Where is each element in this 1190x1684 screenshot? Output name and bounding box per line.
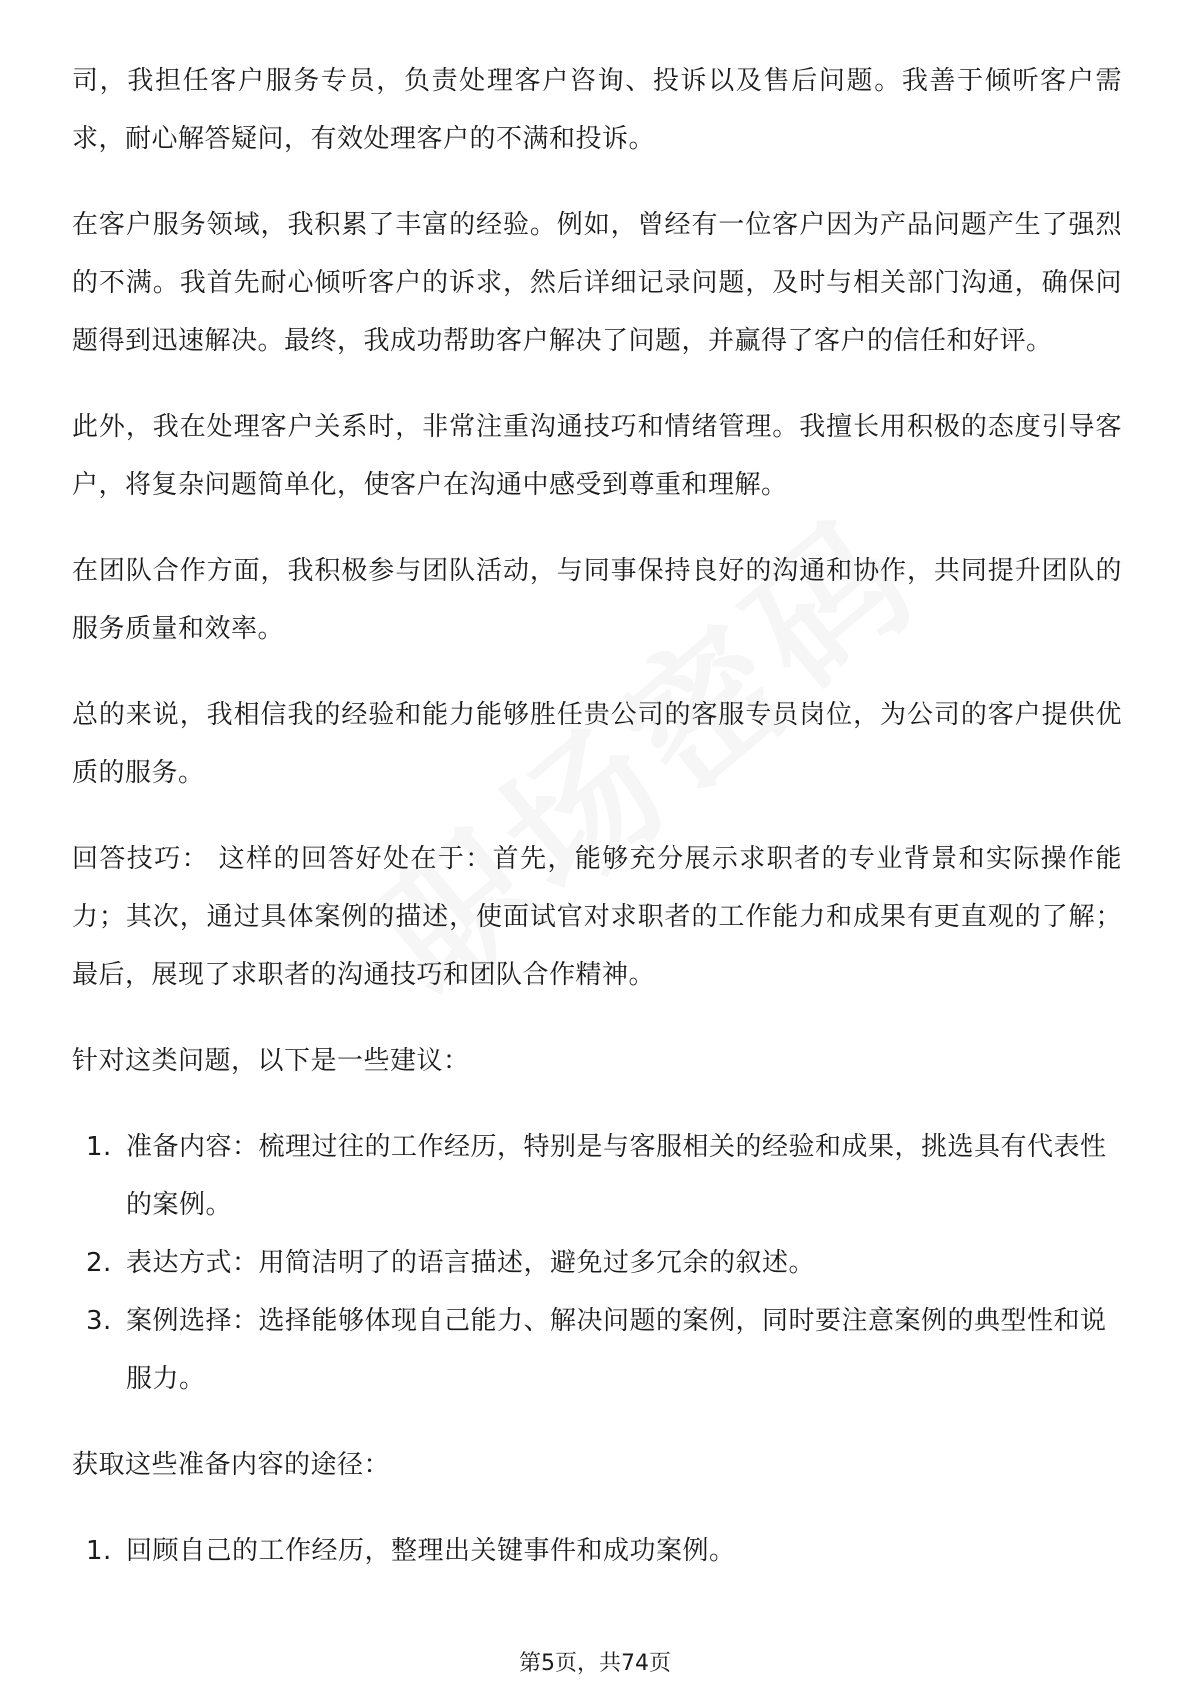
list-item-text: 案例选择：选择能够体现自己能力、解决问题的案例，同时要注意案例的典型性和说服力。 <box>126 1306 1107 1394</box>
list-number: 1. <box>86 1132 112 1162</box>
document-body <box>72 52 1122 1608</box>
paragraph-teamwork: 在团队合作方面，我积极参与团队活动，与同事保持良好的沟通和协作，共同提升团队的服务质量和效率。 <box>72 556 1122 644</box>
paragraph-intro: 司，我担任客户服务专员，负责处理客户咨询、投诉以及售后问题。我善于倾听客户需求，耐心解答疑问，有效处理客户的不满和投诉。 <box>72 66 1122 154</box>
list-item <box>72 1292 1122 1408</box>
paragraph-answer-tips: 回答技巧： 这样的回答好处在于：首先，能够充分展示求职者的专业背景和实际操作能力；其次，通过具体案例的描述，使面试官对求职者的工作能力和成果有更直观的了解；最后，展现了求职者的沟通技巧和团队合作精神。 <box>72 844 1122 990</box>
sources-heading: 获取这些准备内容的途径： <box>72 1450 391 1480</box>
paragraph-experience: 在客户服务领域，我积累了丰富的经验。例如，曾经有一位客户因为产品问题产生了强烈的不满。我首先耐心倾听客户的诉求，然后详细记录问题，及时与相关部门沟通，确保问题得到迅速解决。最终，我成功帮助客户解决了问题，并赢得了客户的信任和好评。 <box>72 210 1122 356</box>
paragraph-communication: 此外，我在处理客户关系时，非常注重沟通技巧和情绪管理。我擅长用积极的态度引导客户，将复杂问题简单化，使客户在沟通中感受到尊重和理解。 <box>72 412 1122 500</box>
list-number: 2. <box>86 1248 112 1278</box>
page-number-footer: 第5页，共74页 <box>519 1651 671 1676</box>
list-number: 1. <box>86 1536 112 1566</box>
sources-list <box>72 1522 1122 1580</box>
list-number: 3. <box>86 1306 112 1336</box>
list-item <box>72 1234 1122 1292</box>
list-item-text: 表达方式：用简洁明了的语言描述，避免过多冗余的叙述。 <box>126 1248 816 1278</box>
suggestions-list <box>72 1118 1122 1408</box>
paragraph-summary: 总的来说，我相信我的经验和能力能够胜任贵公司的客服专员岗位，为公司的客户提供优质的服务。 <box>72 700 1122 788</box>
paragraph-suggestions-intro: 针对这类问题，以下是一些建议： <box>72 1046 470 1076</box>
list-item-text: 准备内容：梳理过往的工作经历，特别是与客服相关的经验和成果，挑选具有代表性的案例。 <box>126 1132 1107 1220</box>
list-item <box>72 1118 1122 1234</box>
list-item <box>72 1522 1122 1580</box>
list-item-text: 回顾自己的工作经历，整理出关键事件和成功案例。 <box>126 1536 736 1566</box>
